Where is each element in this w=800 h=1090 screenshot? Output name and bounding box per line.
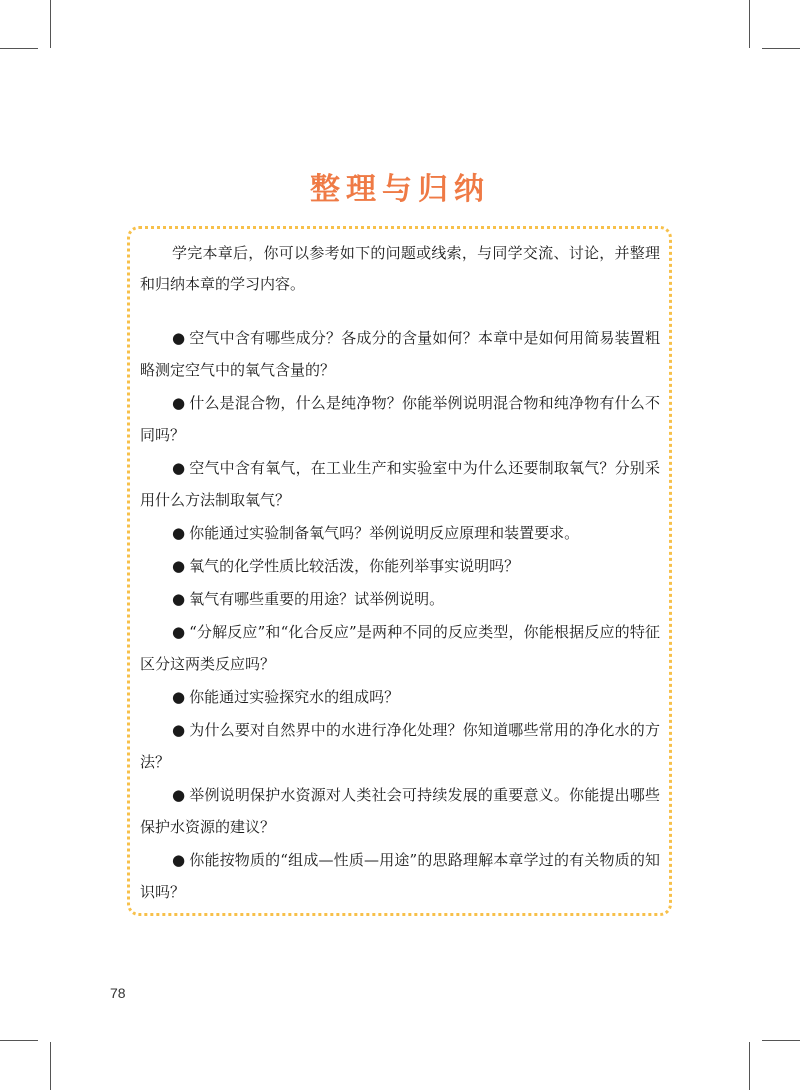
bullet-icon: ● [172, 557, 186, 575]
list-item-text: 氧气有哪些重要的用途？试举例说明。 [189, 590, 445, 608]
list-item [140, 387, 660, 451]
list-item [140, 616, 660, 680]
bullet-icon: ● [172, 721, 186, 739]
crop-mark [762, 48, 800, 49]
crop-mark [749, 0, 750, 48]
list-item [140, 681, 660, 713]
intro-paragraph: 学完本章后，你可以参考如下的问题或线索，与同学交流、讨论，并整理和归纳本章的学习内容。 [140, 244, 660, 293]
list-item-text: 空气中含有氧气，在工业生产和实验室中为什么还要制取氧气？分别采用什么方法制取氧气？ [140, 459, 660, 509]
bullet-icon: ● [172, 329, 186, 347]
crop-mark [749, 1042, 750, 1090]
list-item-text: 你能通过实验制备氧气吗？举例说明反应原理和装置要求。 [189, 524, 580, 542]
list-item [140, 583, 660, 615]
list-item-text: 为什么要对自然界中的水进行净化处理？你知道哪些常用的净化水的方法？ [140, 721, 660, 771]
bullet-icon: ● [172, 459, 186, 477]
bullet-icon: ● [172, 394, 186, 412]
list-item-text: 氧气的化学性质比较活泼，你能列举事实说明吗？ [189, 557, 520, 575]
crop-mark [0, 48, 38, 49]
list-item-text: 什么是混合物，什么是纯净物？你能举例说明混合物和纯净物有什么不同吗？ [140, 394, 660, 444]
list-item [140, 844, 660, 908]
crop-mark [50, 0, 51, 48]
bullet-icon: ● [172, 590, 186, 608]
list-item [140, 517, 660, 549]
list-item-text: 空气中含有哪些成分？各成分的含量如何？本章中是如何用简易装置粗略测定空气中的氧气含量的？ [140, 329, 660, 379]
list-item [140, 550, 660, 582]
page-title: 整理与归纳 [310, 172, 490, 208]
bullet-icon: ● [172, 524, 186, 542]
list-item [140, 779, 660, 843]
crop-mark [50, 1042, 51, 1090]
page-number: 78 [110, 985, 126, 1001]
list-item-text: 你能按物质的“组成—性质—用途”的思路理解本章学过的有关物质的知识吗？ [140, 851, 660, 901]
list-item [140, 322, 660, 386]
crop-mark [0, 1040, 38, 1041]
list-item-text: 举例说明保护水资源对人类社会可持续发展的重要意义。你能提出哪些保护水资源的建议？ [140, 786, 660, 836]
bullet-icon: ● [172, 786, 186, 804]
list-item-text: “分解反应”和“化合反应”是两种不同的反应类型，你能根据反应的特征区分这两类反应吗？ [140, 623, 660, 673]
question-list [140, 322, 660, 909]
bullet-icon: ● [172, 688, 186, 706]
list-item-text: 你能通过实验探究水的组成吗？ [189, 688, 400, 706]
list-item [140, 714, 660, 778]
list-item [140, 452, 660, 516]
bullet-icon: ● [172, 623, 186, 641]
crop-mark [762, 1040, 800, 1041]
bullet-icon: ● [172, 851, 186, 869]
